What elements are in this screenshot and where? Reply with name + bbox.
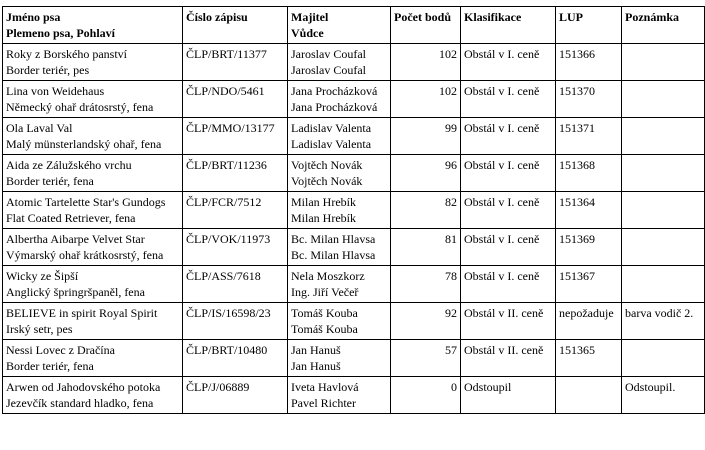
registration-cell: ČLP/BRT/11377 [183,44,288,81]
registration-cell: ČLP/J/06889 [183,377,288,414]
handler-name: Jana Procházková [291,100,378,114]
dog-breed-sex: Jezevčík standard hladko, fena [6,396,154,410]
owner-name: Iveta Havlová [291,380,359,394]
header-classification: Klasifikace [461,7,556,44]
dog-cell [3,155,183,192]
owner-cell [288,44,391,81]
lup-cell: 151367 [556,266,622,303]
owner-name: Vojtěch Novák [291,158,363,172]
table-row [3,118,705,155]
handler-name: Pavel Richter [291,396,356,410]
handler-name: Tomáš Kouba [291,322,358,336]
classification-cell: Obstál v I. ceně [461,229,556,266]
owner-cell [288,266,391,303]
classification-cell: Obstál v I. ceně [461,266,556,303]
points-cell: 0 [391,377,461,414]
dog-cell [3,340,183,377]
points-cell: 82 [391,192,461,229]
note-cell [622,266,705,303]
lup-cell: 151370 [556,81,622,118]
note-cell [622,229,705,266]
dog-cell [3,266,183,303]
points-cell: 81 [391,229,461,266]
owner-cell [288,192,391,229]
classification-cell: Obstál v I. ceně [461,44,556,81]
classification-cell: Obstál v II. ceně [461,303,556,340]
dog-name: Roky z Borského panství [6,47,127,61]
handler-name: Jaroslav Coufal [291,63,366,77]
dog-name: Arwen od Jahodovského potoka [6,380,161,394]
points-cell: 57 [391,340,461,377]
dog-breed-sex: Border teriér, pes [6,63,90,77]
note-cell [622,118,705,155]
dog-name: BELIEVE in spirit Royal Spirit [6,306,158,320]
note-cell [622,155,705,192]
registration-cell: ČLP/FCR/7512 [183,192,288,229]
registration-cell: ČLP/MMO/13177 [183,118,288,155]
dog-name: Albertha Aibarpe Velvet Star [6,232,145,246]
points-cell: 102 [391,81,461,118]
lup-cell: 151371 [556,118,622,155]
dog-breed-sex: Flat Coated Retriever, fena [6,211,136,225]
lup-cell: nepožaduje [556,303,622,340]
lup-cell [556,377,622,414]
classification-cell: Obstál v I. ceně [461,192,556,229]
header-points: Počet bodů [391,7,461,44]
owner-cell [288,155,391,192]
note-cell [622,81,705,118]
owner-name: Ladislav Valenta [291,121,372,135]
points-cell: 99 [391,118,461,155]
owner-name: Nela Moszkorz [291,269,365,283]
header-row [3,7,705,44]
points-cell: 78 [391,266,461,303]
note-cell [622,44,705,81]
note-cell: Odstoupil. [622,377,705,414]
dog-name: Nessi Lovec z Dračína [6,343,115,357]
dog-cell [3,303,183,340]
registration-cell: ČLP/NDO/5461 [183,81,288,118]
header-dog-name: Jméno psa [6,10,61,24]
dog-name: Aida ze Zálužského vrchu [6,158,132,172]
classification-cell: Obstál v II. ceně [461,340,556,377]
dog-breed-sex: Výmarský ohař krátkosrstý, fena [6,248,164,262]
table-row [3,155,705,192]
header-note: Poznámka [622,7,705,44]
handler-name: Vojtěch Novák [291,174,363,188]
handler-name: Bc. Milan Hlavsa [291,248,376,262]
lup-cell: 151365 [556,340,622,377]
header-owner [288,7,391,44]
dog-cell [3,229,183,266]
dog-name: Ola Laval Val [6,121,73,135]
header-dog-breed: Plemeno psa, Pohlaví [6,26,116,40]
note-cell [622,340,705,377]
owner-cell [288,303,391,340]
table-row [3,192,705,229]
handler-name: Ladislav Valenta [291,137,372,151]
header-owner-label: Majitel [291,10,329,24]
header-dog [3,7,183,44]
dog-cell [3,81,183,118]
dog-breed-sex: Německý ohař drátosrstý, fena [6,100,154,114]
header-handler-label: Vůdce [291,26,324,40]
points-cell: 96 [391,155,461,192]
dog-breed-sex: Anglický špringršpaněl, fena [6,285,145,299]
dog-breed-sex: Irský setr, pes [6,322,73,336]
table-row [3,340,705,377]
dog-name: Lina von Weidehaus [6,84,105,98]
table-row [3,44,705,81]
handler-name: Jan Hanuš [291,359,341,373]
registration-cell: ČLP/BRT/11236 [183,155,288,192]
dog-cell [3,377,183,414]
table-row [3,303,705,340]
dog-breed-sex: Malý münsterlandský ohař, fena [6,137,162,151]
dog-breed-sex: Border teriér, fena [6,174,94,188]
classification-cell: Obstál v I. ceně [461,155,556,192]
registration-cell: ČLP/ASS/7618 [183,266,288,303]
classification-cell: Obstál v I. ceně [461,118,556,155]
owner-name: Bc. Milan Hlavsa [291,232,376,246]
table-row [3,229,705,266]
owner-name: Tomáš Kouba [291,306,358,320]
owner-cell [288,229,391,266]
table-row [3,377,705,414]
owner-cell [288,340,391,377]
registration-cell: ČLP/IS/16598/23 [183,303,288,340]
lup-cell: 151366 [556,44,622,81]
note-cell [622,192,705,229]
handler-name: Milan Hrebík [291,211,356,225]
owner-cell [288,81,391,118]
lup-cell: 151369 [556,229,622,266]
owner-name: Jaroslav Coufal [291,47,366,61]
owner-name: Jan Hanuš [291,343,341,357]
lup-cell: 151368 [556,155,622,192]
lup-cell: 151364 [556,192,622,229]
owner-cell [288,377,391,414]
owner-name: Milan Hrebík [291,195,356,209]
handler-name: Ing. Jiří Večeř [291,285,359,299]
dog-breed-sex: Border teriér, fena [6,359,94,373]
classification-cell: Obstál v I. ceně [461,81,556,118]
registration-cell: ČLP/BRT/10480 [183,340,288,377]
points-cell: 92 [391,303,461,340]
dog-name: Wicky ze Šipší [6,269,79,283]
table-row [3,81,705,118]
header-lup: LUP [556,7,622,44]
dog-cell [3,44,183,81]
owner-name: Jana Procházková [291,84,378,98]
points-cell: 102 [391,44,461,81]
owner-cell [288,118,391,155]
dog-cell [3,118,183,155]
note-cell: barva vodič 2. [622,303,705,340]
results-table [2,6,705,414]
classification-cell: Odstoupil [461,377,556,414]
header-registration: Číslo zápisu [183,7,288,44]
dog-cell [3,192,183,229]
table-row [3,266,705,303]
registration-cell: ČLP/VOK/11973 [183,229,288,266]
dog-name: Atomic Tartelette Star's Gundogs [6,195,166,209]
